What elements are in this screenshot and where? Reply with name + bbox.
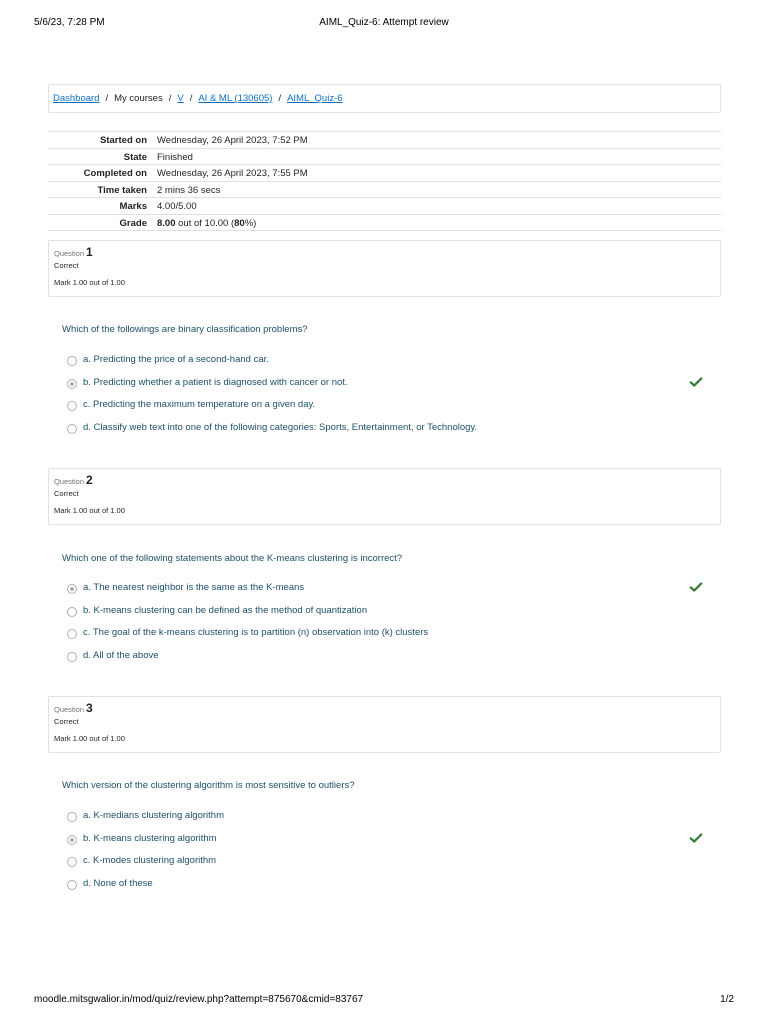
question-number-value: 2 [86, 473, 93, 487]
correct-check-icon [689, 831, 703, 845]
answer-text: c. The goal of the k-means clustering is to partition (n) observation into (k) clusters [83, 627, 429, 639]
answer-option-selected[interactable] [67, 833, 717, 856]
answer-option[interactable] [67, 878, 717, 901]
answer-option[interactable] [67, 422, 717, 445]
question-info-box [48, 696, 721, 753]
print-datetime: 5/6/23, 7:28 PM [34, 17, 105, 28]
radio-button[interactable] [67, 857, 77, 867]
answer-text: c. K-modes clustering algorithm [83, 855, 217, 867]
answer-text: a. The nearest neighbor is the same as the K-means [83, 582, 305, 593]
breadcrumb-dashboard-link[interactable]: Dashboard [53, 93, 100, 104]
answer-text: b. K-means clustering can be defined as the method of quantization [83, 604, 368, 616]
answer-text: b. K-means clustering algorithm [83, 832, 217, 844]
radio-button[interactable] [67, 652, 77, 662]
summary-row-time [48, 182, 721, 199]
grade-label: Grade [119, 217, 147, 229]
answer-option[interactable] [67, 354, 717, 377]
question-text: Which of the followings are binary classification problems? [62, 324, 308, 335]
breadcrumb-course-link[interactable]: AI & ML (130605) [198, 93, 273, 104]
marks-value: 4.00/5.00 [157, 201, 197, 212]
question-number [54, 473, 715, 488]
question-number [54, 245, 715, 260]
breadcrumb-my-courses: My courses [114, 93, 163, 104]
answer-option[interactable] [67, 399, 717, 422]
radio-button[interactable] [67, 424, 77, 434]
breadcrumb-separator: / [278, 93, 282, 104]
radio-button-selected[interactable] [67, 379, 77, 389]
radio-button[interactable] [67, 607, 77, 617]
breadcrumb-separator: / [105, 93, 109, 104]
grade-out-of: out of 10.00 ( [175, 217, 235, 229]
correct-check-icon [689, 375, 703, 389]
question-label: Question [54, 477, 85, 486]
question-info-box [48, 468, 721, 525]
breadcrumb-semester-link[interactable]: V [177, 93, 184, 104]
summary-row-state [48, 149, 721, 166]
time-taken-label: Time taken [97, 184, 147, 196]
started-on-value: Wednesday, 26 April 2023, 7:52 PM [157, 135, 308, 146]
completed-on-value: Wednesday, 26 April 2023, 7:55 PM [157, 168, 308, 179]
correct-check-icon [689, 580, 703, 594]
breadcrumb [48, 84, 721, 113]
state-label: State [123, 151, 147, 163]
radio-button[interactable] [67, 356, 77, 366]
grade-percent: 80 [234, 217, 245, 229]
question-number [54, 701, 715, 716]
radio-button-selected[interactable] [67, 835, 77, 845]
radio-button[interactable] [67, 401, 77, 411]
answer-option-selected[interactable] [67, 582, 717, 605]
grade-value [157, 218, 256, 229]
question-mark: Mark 1.00 out of 1.00 [54, 734, 125, 743]
radio-button[interactable] [67, 880, 77, 890]
question-mark: Mark 1.00 out of 1.00 [54, 506, 125, 515]
breadcrumb-separator: / [189, 93, 193, 104]
answer-option[interactable] [67, 627, 717, 650]
answer-text: d. All of the above [83, 649, 159, 661]
question-text: Which version of the clustering algorithm is most sensitive to outliers? [62, 780, 355, 791]
question-info-box [48, 240, 721, 297]
answer-text: c. Predicting the maximum temperature on a given day. [83, 399, 316, 411]
print-footer [34, 994, 734, 1008]
summary-row-grade [48, 215, 721, 232]
question-number-value: 1 [86, 245, 93, 259]
breadcrumb-quiz-link[interactable]: AIML_Quiz-6 [287, 93, 343, 104]
question-label: Question [54, 249, 85, 258]
state-value: Finished [157, 151, 193, 163]
answer-list [67, 810, 717, 900]
grade-score: 8.00 [157, 217, 176, 229]
started-on-label: Started on [100, 135, 147, 146]
answer-text: d. None of these [83, 877, 153, 889]
summary-row-started [48, 132, 721, 149]
breadcrumb-separator: / [168, 93, 172, 104]
answer-option[interactable] [67, 855, 717, 878]
radio-button[interactable] [67, 629, 77, 639]
question-number-value: 3 [86, 701, 93, 715]
answer-text: d. Classify web text into one of the following categories: Sports, Entertainment, or Technology. [83, 421, 478, 433]
summary-row-marks [48, 198, 721, 215]
question-state: Correct [54, 489, 79, 498]
question-state: Correct [54, 717, 79, 726]
answer-text: a. K-medians clustering algorithm [83, 810, 224, 821]
answer-text: b. Predicting whether a patient is diagnosed with cancer or not. [83, 376, 348, 388]
answer-option[interactable] [67, 605, 717, 628]
answer-option[interactable] [67, 810, 717, 833]
grade-percent-suffix: %) [244, 217, 257, 229]
attempt-summary-table [48, 131, 721, 231]
question-label: Question [54, 705, 85, 714]
print-header [34, 17, 734, 31]
completed-on-label: Completed on [83, 168, 147, 179]
question-mark: Mark 1.00 out of 1.00 [54, 278, 125, 287]
print-url: moodle.mitsgwalior.in/mod/quiz/review.php?attempt=875670&cmid=83767 [34, 994, 364, 1005]
time-taken-value: 2 mins 36 secs [157, 184, 221, 196]
question-text: Which one of the following statements about the K-means clustering is incorrect? [62, 553, 403, 564]
answer-list [67, 582, 717, 672]
answer-option[interactable] [67, 650, 717, 673]
print-title: AIML_Quiz-6: Attempt review [319, 17, 449, 28]
answer-list [67, 354, 717, 444]
print-page-number: 1/2 [720, 994, 734, 1005]
radio-button[interactable] [67, 812, 77, 822]
radio-button-selected[interactable] [67, 584, 77, 594]
question-state: Correct [54, 261, 79, 270]
marks-label: Marks [119, 201, 147, 212]
summary-row-completed [48, 165, 721, 182]
answer-text: a. Predicting the price of a second-hand car. [83, 354, 269, 365]
answer-option-selected[interactable] [67, 377, 717, 400]
